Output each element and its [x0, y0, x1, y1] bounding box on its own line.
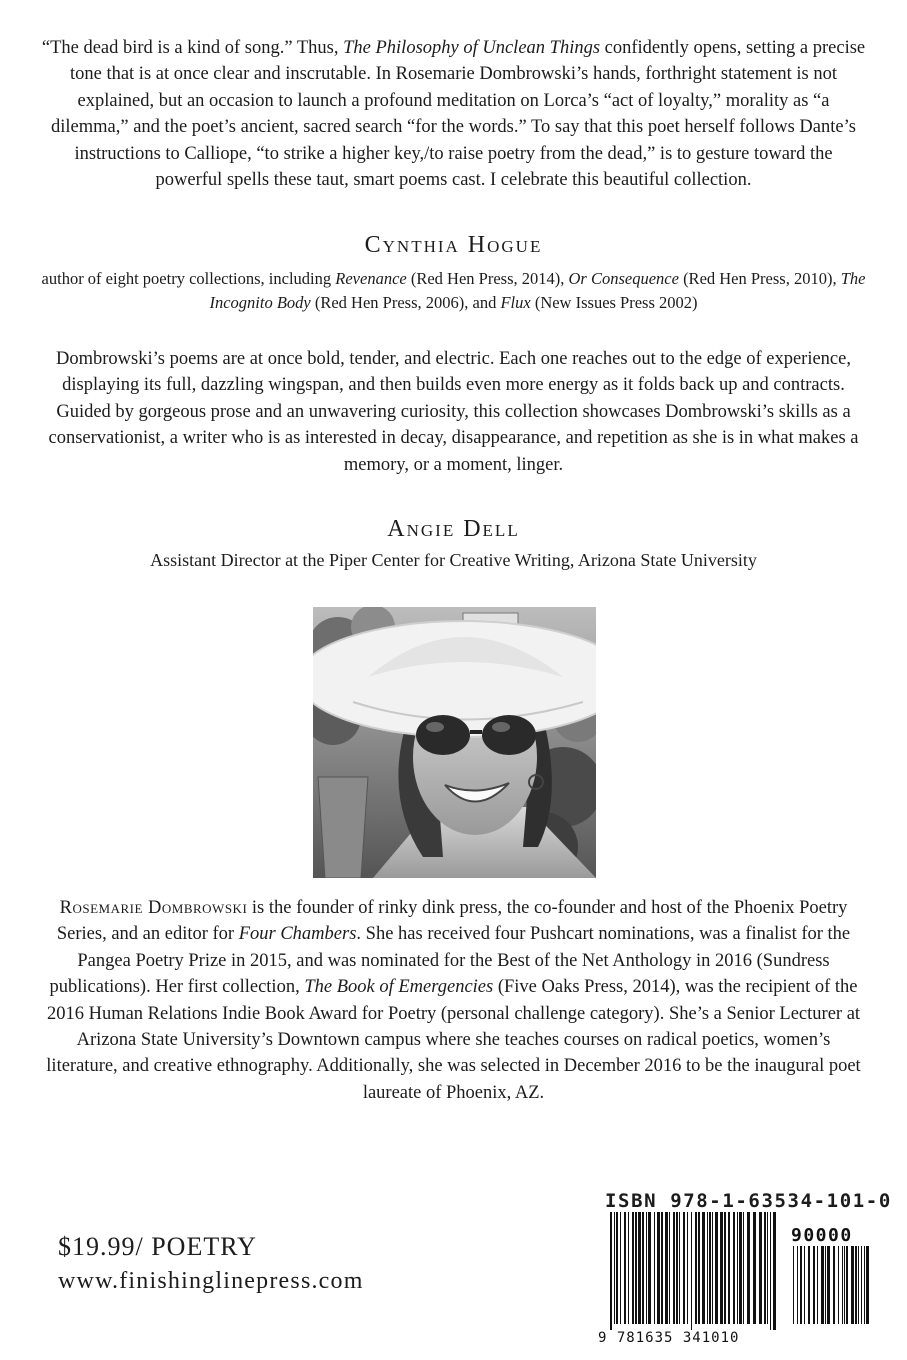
blurb-author-credit-2: Assistant Director at the Piper Center for Creative Writing, Arizona State University: [150, 550, 757, 570]
barcode-bar: [632, 1212, 634, 1324]
publisher-website[interactable]: www.finishinglinepress.com: [58, 1268, 364, 1294]
barcode-bar: [764, 1212, 766, 1324]
barcode-addon-bar: [808, 1246, 810, 1324]
barcode-bar: [616, 1212, 618, 1324]
blurb-author-name-2: Angie Dell: [387, 516, 520, 542]
barcode-bar: [712, 1212, 713, 1324]
barcode-bar: [620, 1212, 621, 1324]
barcode-bar: [753, 1212, 756, 1324]
barcode-bar: [773, 1212, 776, 1330]
barcode-addon-bar: [858, 1246, 859, 1324]
barcode-bar: [691, 1212, 692, 1330]
barcode-bar: [638, 1212, 641, 1324]
barcode-bar: [679, 1212, 680, 1324]
barcode-bar: [683, 1212, 685, 1324]
barcode-bar: [747, 1212, 750, 1324]
barcode-bar: [635, 1212, 637, 1324]
isbn-label: ISBN 978-1-63534-101-0: [605, 1190, 892, 1212]
barcode-bar: [665, 1212, 668, 1324]
barcode-addon-bar: [833, 1246, 835, 1324]
barcode-addon-bar: [866, 1246, 869, 1324]
barcode-addon-number: 90000: [791, 1225, 853, 1246]
barcode-addon-bar: [813, 1246, 815, 1324]
price-category: $19.99/ POETRY: [58, 1232, 257, 1261]
barcode-bar: [767, 1212, 768, 1324]
barcode-bar: [739, 1212, 742, 1324]
barcode-bar: [624, 1212, 626, 1324]
barcode-bar: [720, 1212, 723, 1324]
barcode-bar: [715, 1212, 718, 1324]
barcode-bar: [628, 1212, 629, 1324]
barcode-addon-bar: [797, 1246, 798, 1324]
barcode-bar: [687, 1212, 688, 1324]
barcode-bar: [733, 1212, 735, 1324]
barcode-bar: [709, 1212, 711, 1324]
barcode-addon-bar: [855, 1246, 857, 1324]
barcode-bar: [724, 1212, 726, 1324]
barcode-bar: [646, 1212, 647, 1324]
barcode-addon-bar: [846, 1246, 848, 1324]
barcode-bar: [702, 1212, 705, 1324]
barcode-addon-bar: [861, 1246, 862, 1324]
barcode-addon-bar: [821, 1246, 824, 1324]
barcode-bar: [614, 1212, 615, 1324]
isbn-barcode: [596, 1212, 876, 1346]
barcode-bar: [610, 1212, 612, 1330]
blurb-quote-1: “The dead bird is a kind of song.” Thus, The Philosophy of Unclean Things confidently opens, setting a precise tone that is at once clear and inscrutable. In Rosemarie Dombrowski’s hands, forthright statement is not explained, but an occasion to launch a profound meditation on Lorca’s “act of loyalty,” morality as “a dilemma,” and the poet’s ancient, sacred search “for the words.” To say that this poet herself follows Dante’s instructions to Calliope, “to strike a higher key,/to raise poetry from the dead,” is to gesture toward the powerful spells these taut, smart poems cast. I celebrate this beautiful collection.: [41, 38, 866, 191]
barcode-bar: [673, 1212, 675, 1324]
barcode-addon-bar: [817, 1246, 818, 1324]
blurb-author-credit-1: author of eight poetry collections, including Revenance (Red Hen Press, 2014), Or Consequence (Red Hen Press, 2010), The Incognito Body (Red Hen Press, 2006), and Flux (New Issues Press 2002): [41, 269, 866, 312]
barcode-bar: [661, 1212, 663, 1324]
barcode-addon-bar: [793, 1246, 794, 1324]
barcode-bar: [654, 1212, 655, 1324]
author-photo-illustration: [313, 607, 596, 878]
barcode-bar: [770, 1212, 771, 1330]
barcode-addon-bar: [800, 1246, 802, 1324]
barcode-bar: [669, 1212, 670, 1324]
barcode-bar: [759, 1212, 762, 1324]
barcode-bar: [676, 1212, 678, 1324]
barcode-addon-bar: [804, 1246, 805, 1324]
barcode-bar: [737, 1212, 738, 1324]
barcode-bar: [695, 1212, 697, 1324]
barcode-main-number: 9 781635 341010: [598, 1330, 740, 1346]
barcode-bar: [728, 1212, 730, 1324]
barcode-addon-bar: [864, 1246, 865, 1324]
barcode-bar: [648, 1212, 651, 1324]
author-photo: [313, 607, 596, 878]
barcode-addon-bar: [825, 1246, 826, 1324]
barcode-bar: [707, 1212, 708, 1324]
barcode-addon-bar: [838, 1246, 839, 1324]
barcode-bar: [657, 1212, 660, 1324]
blurb-quote-2: Dombrowski’s poems are at once bold, tender, and electric. Each one reaches out to the edge of experience, displaying its full, dazzling wingspan, and then builds even more energy as it folds back up and contracts. Guided by gorgeous prose and an unwavering curiosity, this collection showcases Dombrowski’s skills as a conservationist, a writer who is as interested in decay, disappearance, and repetition as she is in what makes a memory, or a moment, linger.: [48, 349, 859, 475]
barcode-addon-bar: [842, 1246, 843, 1324]
barcode-addon-bar: [827, 1246, 830, 1324]
barcode-bar: [642, 1212, 644, 1324]
barcode-addon-bar: [851, 1246, 854, 1324]
blurb-author-name-1: Cynthia Hogue: [364, 232, 543, 258]
author-bio: Rosemarie Dombrowski is the founder of rinky dink press, the co-founder and host of the Phoenix Poetry Series, and an editor for Four Chambers. She has received four Pushcart nominations, was a finalist for the Pangea Poetry Prize in 2015, and was nominated for the Best of the Net Anthology in 2016 (Sundress publications). Her first collection, The Book of Emergencies (Five Oaks Press, 2014), was the recipient of the 2016 Human Relations Indie Book Award for Poetry (personal challenge category). She’s a Senior Lecturer at Arizona State University’s Downtown campus where she teaches courses on radical poetics, women’s literature, and creative ethnography. Additionally, she was selected in December 2016 to be the inaugural poet laureate of Phoenix, AZ.: [46, 898, 861, 1103]
barcode-bar: [743, 1212, 744, 1324]
barcode-bar: [698, 1212, 700, 1324]
barcode-addon-bar: [844, 1246, 845, 1324]
